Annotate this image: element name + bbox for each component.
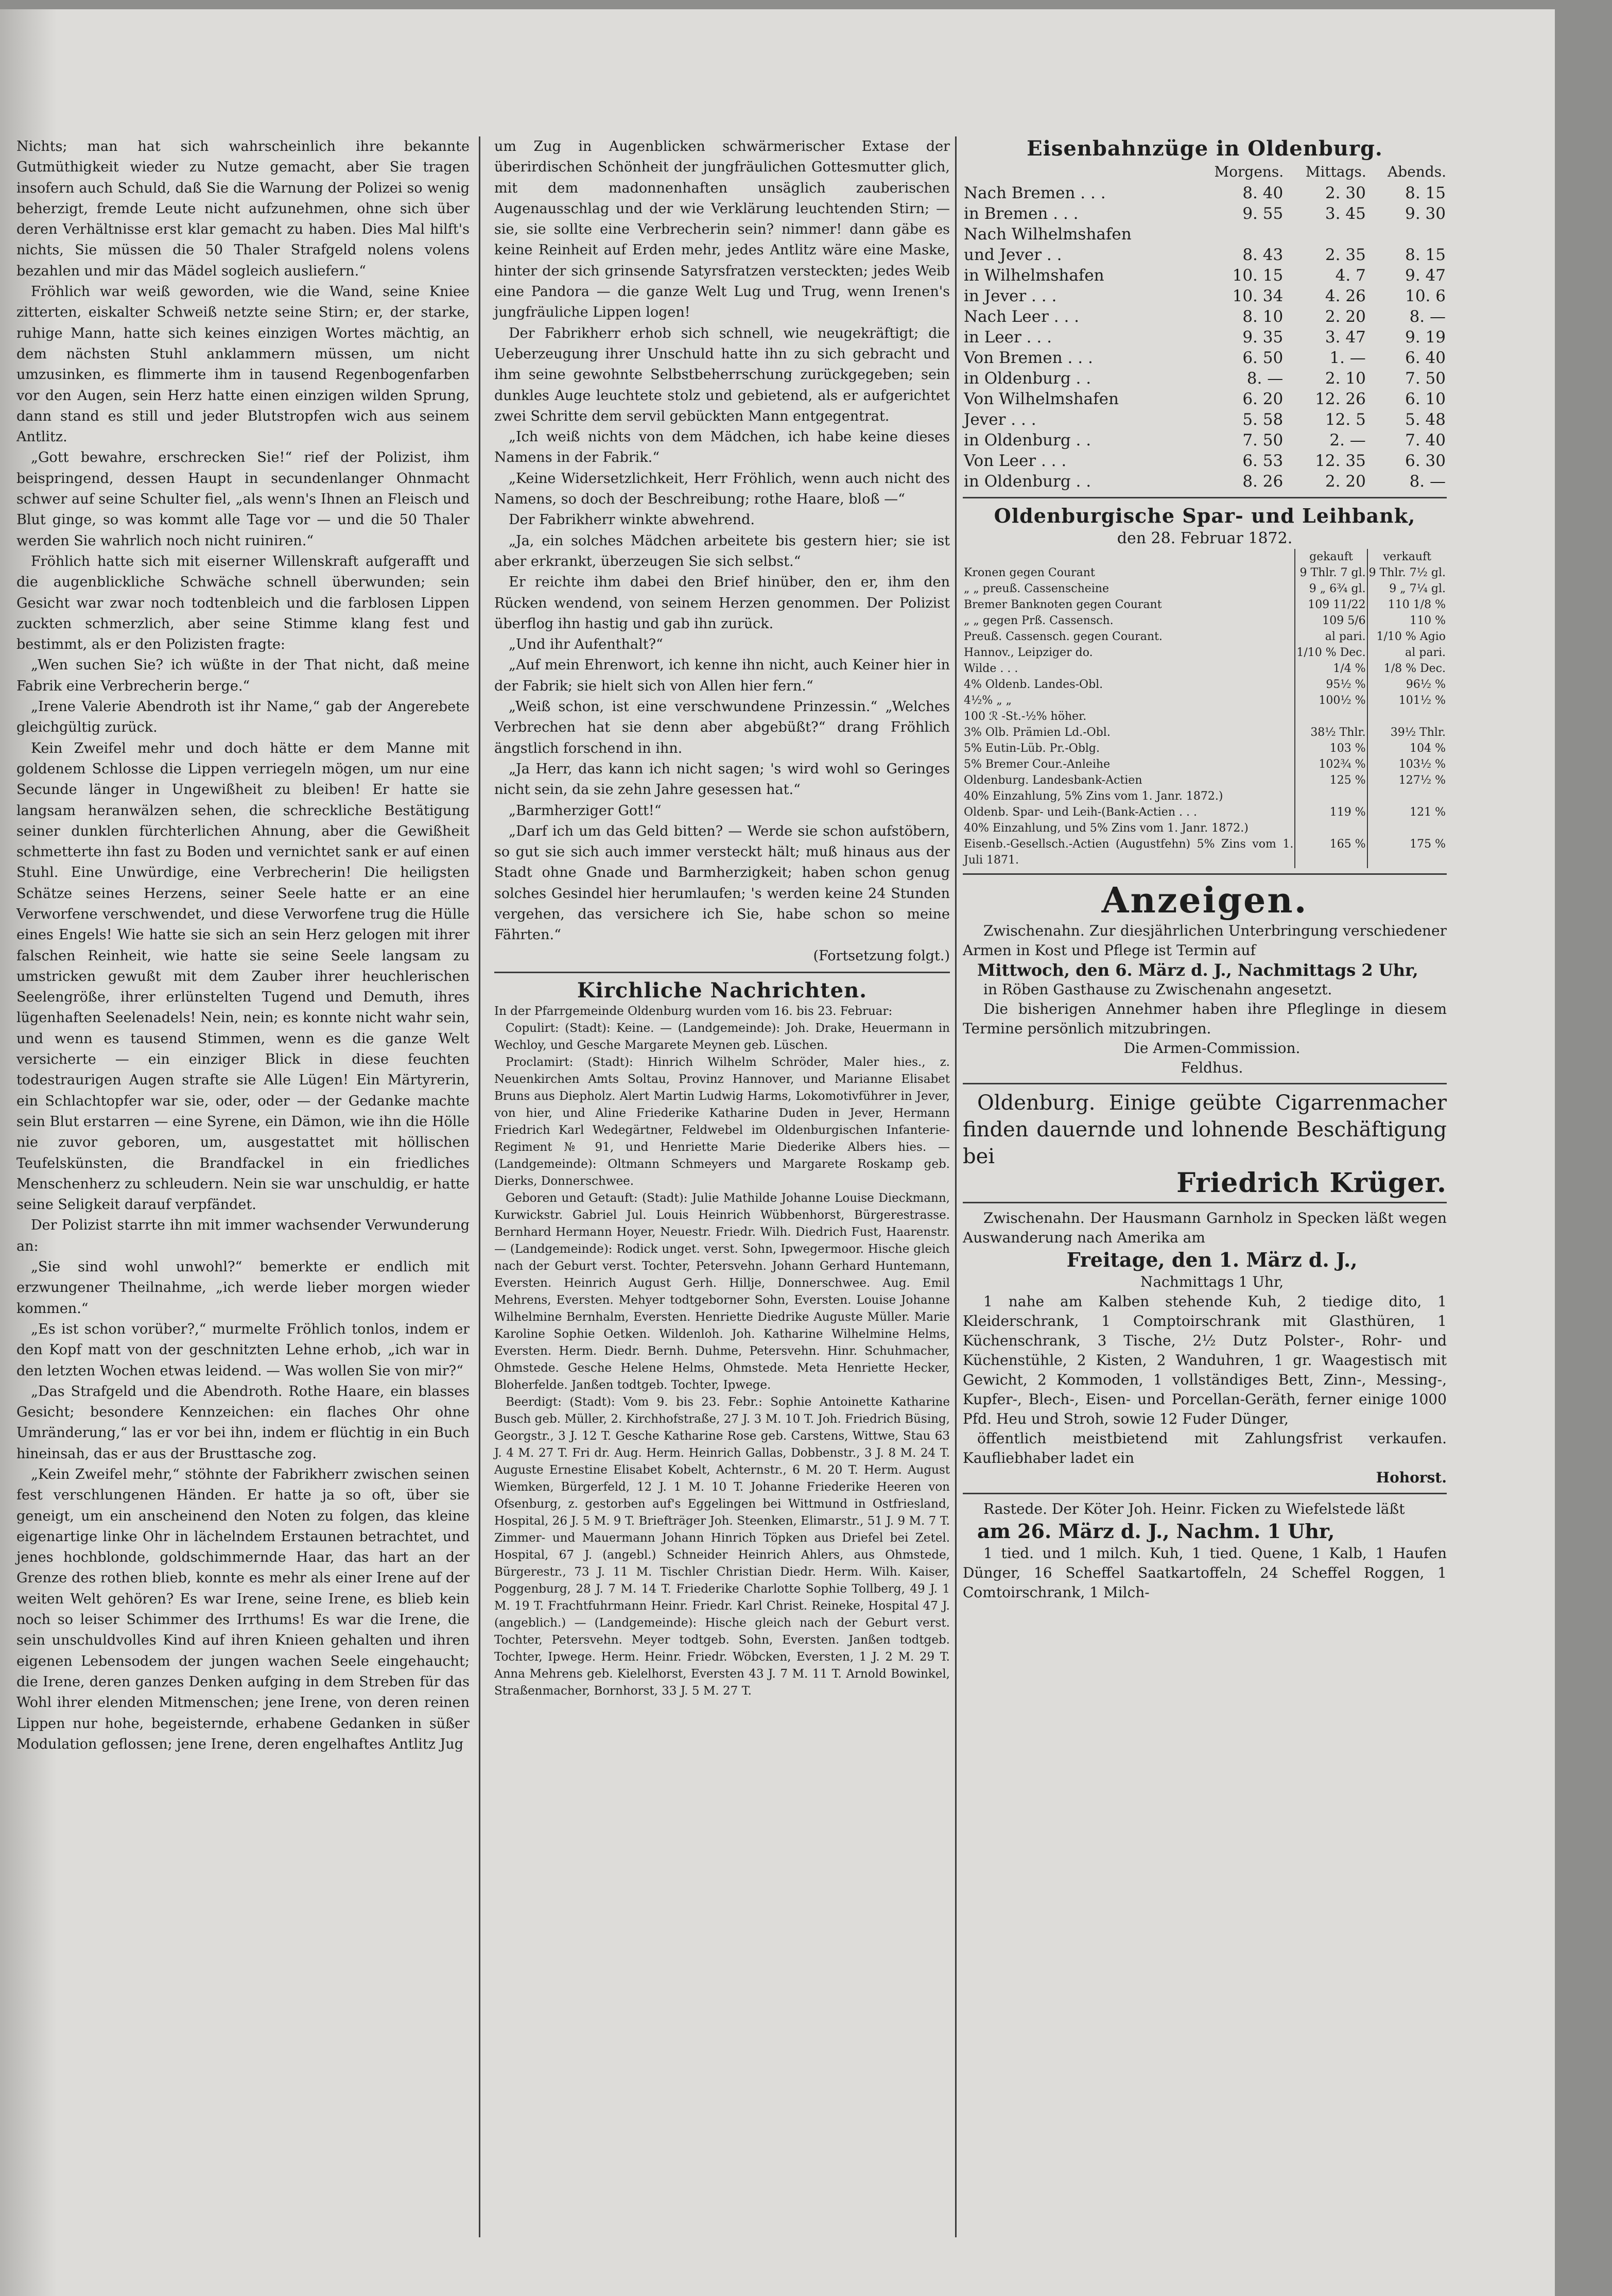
ad-text: Oldenburg. Einige geübte Cigarrenmacher finden dauernde und lohnende Beschäftigung bei bbox=[963, 1091, 1447, 1169]
morning-time: 8. 26 bbox=[1242, 472, 1284, 491]
section-rule bbox=[963, 1493, 1447, 1494]
paragraph: Der Polizist starrte ihn mit immer wachsender Verwunderung an: bbox=[16, 1217, 470, 1254]
evening-time: 6. 40 bbox=[1405, 349, 1446, 367]
bank-rates-table bbox=[963, 549, 1447, 868]
morning-time: 6. 20 bbox=[1242, 390, 1284, 408]
midday-time: 2. 20 bbox=[1325, 307, 1366, 326]
security-label: 4½% „ „ bbox=[964, 694, 1012, 707]
ad-signature: Hohorst. bbox=[1376, 1469, 1447, 1487]
paragraph: „Auf mein Ehrenwort, ich kenne ihn nicht, auch Keiner hier in der Fabrik; sie hielt sich von Allen hier fern.“ bbox=[494, 657, 950, 694]
security-label: 3% Olb. Prämien Ld.-Obl. bbox=[964, 726, 1111, 739]
morning-time: 9. 35 bbox=[1242, 328, 1284, 347]
bank-rate-row bbox=[963, 677, 1447, 693]
sell-rate: 127½ % bbox=[1367, 772, 1447, 788]
station-label: Jever . . . bbox=[964, 410, 1036, 429]
station-label: Nach Bremen . . . bbox=[964, 184, 1106, 202]
ad-text: in Röben Gasthause zu Zwischenahn angesetzt. bbox=[983, 981, 1332, 998]
buy-rate: 125 % bbox=[1295, 772, 1367, 788]
section-rule bbox=[963, 497, 1447, 498]
bank-rate-row bbox=[963, 597, 1447, 613]
ad-zwischenahn-poor bbox=[963, 921, 1447, 1078]
bank-rate-row bbox=[963, 645, 1447, 661]
station-label: in Oldenburg . . bbox=[964, 431, 1091, 450]
sell-rate: 121 % bbox=[1367, 804, 1447, 820]
buy-rate: al pari. bbox=[1295, 629, 1367, 645]
ad-text: Zwischenahn. Der Hausmann Garnholz in Specken läßt wegen Auswanderung nach Amerika am bbox=[963, 1210, 1447, 1247]
station-label: Von Bremen . . . bbox=[964, 349, 1093, 367]
sell-rate: 104 % bbox=[1367, 740, 1447, 756]
ads-heading: Anzeigen. bbox=[1101, 880, 1308, 922]
buy-rate: 119 % bbox=[1295, 804, 1367, 820]
sell-rate bbox=[1367, 820, 1447, 836]
bank-rate-row bbox=[963, 661, 1447, 677]
column-divider bbox=[479, 136, 480, 2237]
paragraph: „Kein Zweifel mehr,“ stöhnte der Fabrikherr zwischen seinen fest verschlungenen Händen. Er hatte ja so oft, über sie geneigt, um ein anscheinend den Noten zu folgen, das kleine eigenartige linke Ohr in lächelndem Erstaunen betrachtet, und jenes hochblonde, goldschimmernde Haar, das hart an der Grenze des rothen blieb, konnte es mehr als einer Irene auf der weiten Welt gehören? Es war Irene, seine Irene, es blieb kein noch so leiser Schimmer des Irrthums! Es war die Irene, die sein unschuldvolles Kind auf ihren Knieen gehalten und ihren eigenen Lebensodem der jungen wachen Seele eingehaucht; die Irene, deren ganzes Denken aufging in dem Streben für das Wohl ihrer elenden Mitmenschen; jene Irene, von deren reinen Lippen nur hohe, begeisternde, erhabene Gedanken in süßer Modulation geflossen; jene Irene, deren engelhaftes Antlitz Jug bbox=[16, 1466, 470, 1752]
security-label: Oldenb. Spar- und Leih-(Bank-Actien . . . bbox=[964, 806, 1197, 819]
timetable-row bbox=[963, 327, 1447, 348]
sell-rate: 1/10 % Agio bbox=[1367, 629, 1447, 645]
paragraph: „Irene Valerie Abendroth ist ihr Name,“ gab der Angerebete gleichgültig zurück. bbox=[16, 699, 470, 736]
paragraph: „Und ihr Aufenthalt?“ bbox=[509, 636, 663, 653]
evening-time: 9. 47 bbox=[1405, 266, 1446, 285]
buy-rate: 109 5/6 bbox=[1295, 613, 1367, 629]
station-label: in Leer . . . bbox=[964, 328, 1052, 347]
security-label: „ „ gegen Prß. Cassensch. bbox=[964, 614, 1114, 628]
sell-rate: 9 Thlr. 7½ gl. bbox=[1367, 565, 1447, 581]
security-label: Hannov., Leipziger do. bbox=[964, 646, 1093, 660]
paragraph: Fröhlich hatte sich mit eiserner Willenskraft aufgerafft und die augenblickliche Schwäche schnell überwunden; sein Gesicht war zwar noch todtenbleich und die farblosen Lippen zuckten schmerzlich, aber seine Stimme klang fest und bestimmt, als er den Polizisten fragte: bbox=[16, 553, 470, 653]
bank-rate-row bbox=[963, 756, 1447, 772]
morning-time: 8. 40 bbox=[1242, 184, 1284, 202]
bank-rate-row bbox=[963, 836, 1447, 868]
bank-rate-row bbox=[963, 565, 1447, 581]
paragraph: „Ja, ein solches Mädchen arbeitete bis gestern hier; sie ist aber erkrankt, überzeugen Sie sich selbst.“ bbox=[494, 532, 950, 569]
station-label: in Oldenburg . . bbox=[964, 472, 1091, 491]
paragraph: „Barmherziger Gott!“ bbox=[509, 802, 662, 819]
paragraph: um Zug in Augenblicken schwärmerischer Extase der überirdischen Schönheit der jungfräulichen Gottesmutter glich, mit dem madonnenhaften unsäglich zauberischen Augenausschlag und der wie Verklärung leuchtenden Stirn; — sie, sie sollte eine Verbrecherin sein? nimmer! dann gäbe es keine Reinheit auf Erden mehr, jedes Antlitz wäre eine Maske, hinter der sich grinsende Satyrsfratzen versteckten; jedes Weib eine Pandora — die ganze Welt Lug und Trug, wenn Irenen's jungfräuliche Lippen logen! bbox=[494, 139, 950, 321]
church-news-title: Kirchliche Nachrichten. bbox=[577, 978, 868, 1003]
midday-time: 2. 20 bbox=[1325, 472, 1366, 491]
buy-rate: 38½ Thlr. bbox=[1295, 724, 1367, 740]
ad-signature: Die Armen-Commission. bbox=[1123, 1040, 1301, 1057]
buy-rate: 103 % bbox=[1295, 740, 1367, 756]
midday-time: 3. 47 bbox=[1325, 328, 1366, 347]
morning-time: 7. 50 bbox=[1242, 431, 1284, 450]
paragraph: Der Fabrikherr erhob sich schnell, wie neugekräftigt; die Ueberzeugung ihrer Unschuld hatte ihn zu sich gebracht und ihm seine gewohnte Selbstbeherrschung zurückgegeben; sein dunkles Auge leuchtete stolz und gebietend, als er aufgerichtet zwei Schritte dem servil gebückten Mann entgegentrat. bbox=[494, 325, 950, 424]
security-label: Wilde . . . bbox=[964, 662, 1018, 676]
station-label: Von Wilhelmshafen bbox=[964, 390, 1119, 408]
paragraph: Fröhlich war weiß geworden, wie die Wand, seine Kniee zitterten, eiskalter Schweiß netzte seine Stirn; er, der starke, ruhige Mann, hatte sich keines einzigen Wortes mächtig, an dem nächsten Stuhl anklammern müssen, um nicht umzusinken, es flimmerte ihm in tausend Regenbogenfarben vor den Augen, sein Herz hatte einen einzigen wilden Sprung, dann stand es still und jeder Blutstropfen wich aus seinem Antlitz. bbox=[16, 284, 470, 445]
paragraph: „Ich weiß nichts von dem Mädchen, ich habe keine dieses Namens in der Fabrik.“ bbox=[494, 429, 950, 466]
evening-time: 6. 10 bbox=[1405, 390, 1446, 408]
paragraph: „Wen suchen Sie? ich wüßte in der That nicht, daß meine Fabrik eine Verbrecherin berge.“ bbox=[16, 657, 470, 694]
ad-time: Nachmittags 1 Uhr, bbox=[1140, 1273, 1284, 1291]
bank-rate-row bbox=[963, 581, 1447, 597]
station-label: in Bremen . . . bbox=[964, 204, 1079, 223]
midday-time: 12. 35 bbox=[1315, 452, 1366, 470]
header-midday: Mittags. bbox=[1305, 163, 1366, 180]
security-label: „ „ preuß. Cassenscheine bbox=[964, 582, 1109, 596]
bank-rate-row bbox=[963, 709, 1447, 724]
paragraph: „Gott bewahre, erschrecken Sie!“ rief der Polizist, ihm beispringend, dessen Haupt in secundenlanger Ohnmacht schwer auf seine Schulter fiel, „als wenn's Ihnen an Fleisch und Blut ginge, so was kommt alle Tage vor — und die 50 Thaler werden Sie wahrlich noch nicht ruiniren.“ bbox=[16, 450, 470, 549]
paragraph: Nichts; man hat sich wahrscheinlich ihre bekannte Gutmüthigkeit wieder zu Nutze gemacht, aber Sie tragen insofern auch Schuld, daß Sie die Warnung der Polizei so wenig beherzigt, fremde Leute nicht aufzunehmen, ohne sich über deren Verhältnisse erst klar gemacht zu haben. Dies Mal hilft's nichts, Sie müssen die 50 Thaler Strafgeld nolens volens bezahlen und mir das Mädel sogleich ausliefern.“ bbox=[16, 139, 470, 279]
evening-time: 5. 48 bbox=[1405, 410, 1446, 429]
security-label: Bremer Banknoten gegen Courant bbox=[964, 598, 1162, 612]
paragraph: „Das Strafgeld und die Abendroth. Rothe Haare, ein blasses Gesicht; besondere Kennzeichen: ein flaches Ohr ohne Umränderung,“ las er vor bei ihn, indem er flüchtig in ein Buch hineinsah, das er aus der Brusttasche zog. bbox=[16, 1383, 470, 1462]
church-entry-married: Copulirt: (Stadt): Keine. — (Landgemeinde): Joh. Drake, Heuermann in Wechloy, und Gesche Margarete Meynen geb. Lüschen. bbox=[494, 1021, 950, 1052]
bank-rate-row bbox=[963, 724, 1447, 740]
sell-rate: 1/8 % Dec. bbox=[1367, 661, 1447, 677]
timetable-row bbox=[963, 430, 1447, 451]
security-label: Kronen gegen Courant bbox=[964, 566, 1095, 580]
paragraph: Kein Zweifel mehr und doch hätte er dem Manne mit goldenem Schlosse die Lippen verriegeln mögen, um nur eine Secunde länger in Ungewißheit zu bleiben! Er hatte sie langsam heranwälzen sehen, die schreckliche Bestätigung seiner dunklen fürchterlichen Ahnung, aber die Gewißheit schmetterte ihn fast zu Boden und vernichtet sank er auf einen Stuhl. Eine Unwürdige, eine Verbrecherin! Die heiligsten Schätze seines Herzens, seiner Seele hatte er an eine Verworfene verschwendet, und diese Verworfene trug die Hülle eines Engels! Wie hatte sie sich an sein Herz gelogen mit ihrer falschen Reinheit, wie hatte sie seine Seele langsam zu umstricken gewußt mit dem Zauber ihrer heuchlerischen Seelengröße, ihrer erlünstelten Tugend und Demuth, ihres lügenhaften Seelenadels! Nein, nein; es konnte nicht wahr sein, und wenn es tausend Stimmen, wenn es die ganze Welt versicherte — ein einziger Blick in diese feuchten todestraurigen Augen strafte sie Alle Lügen! Ein Märtyrerin, ein Schlachtopfer war sie, oder, oder — der Gedanke machte sein Blut erstarren — eine Syrene, ein Dämon, wie ihn die Hölle nie zuvor geboren, um, ausgestattet mit höllischen Teufelskünsten, die Brandfackel in ein friedliches Menschenherz zu schleudern. Nein sie war unschuldig, er hatte seine Seligkeit darauf verpfändet. bbox=[16, 740, 470, 1213]
evening-time bbox=[1367, 224, 1447, 245]
bank-rate-row bbox=[963, 820, 1447, 836]
security-label: 5% Eutin-Lüb. Pr.-Oblg. bbox=[964, 742, 1100, 755]
header-sold: verkauft bbox=[1367, 549, 1447, 565]
ad-text: öffentlich meistbietend mit Zahlungsfrist verkaufen. Kaufliebhaber ladet ein bbox=[963, 1430, 1447, 1467]
midday-time: 2. 35 bbox=[1325, 246, 1366, 264]
buy-rate: 95½ % bbox=[1295, 677, 1367, 693]
bank-rate-row bbox=[963, 613, 1447, 629]
security-label: Eisenb.-Gesellsch.-Actien (Augustfehn) 5% Zins vom 1. Juli 1871. bbox=[964, 838, 1294, 867]
security-label: 40% Einzahlung, und 5% Zins vom 1. Janr. 1872.) bbox=[964, 822, 1249, 835]
ad-name: Friedrich Krüger. bbox=[1176, 1167, 1447, 1199]
church-entry-proclaimed: Proclamirt: (Stadt): Hinrich Wilhelm Schröder, Maler hies., z. Neuenkirchen Amts Soltau, Provinz Hannover, und Marianne Elisabet Bruns aus Diepholz. Alert Martin Ludwig Harms, Lokomotivführer in Jever, von hier, und Aline Friederike Katharine Duden in Jever, Hermann Friedrich Karl Wedegärtner, Feldwebel im Oldenburgischen Infanterie-Regiment № 91, und Henriette Marie Diederike Albers hies. — (Landgemeinde): Oltmann Schmeyers und Margarete Roskamp geb. Dierks, Donnerschwee. bbox=[494, 1055, 950, 1188]
midday-time: 12. 26 bbox=[1315, 390, 1366, 408]
timetable-row bbox=[963, 265, 1447, 286]
sell-rate: 175 % bbox=[1367, 836, 1447, 868]
ad-date: am 26. März d. J., Nachm. 1 Uhr, bbox=[977, 1520, 1335, 1543]
ad-date: Mittwoch, den 6. März d. J., Nachmittags 2 Uhr, bbox=[977, 960, 1418, 980]
security-label: Preuß. Cassensch. gegen Courant. bbox=[964, 630, 1163, 644]
midday-time: 2. 10 bbox=[1325, 369, 1366, 388]
evening-time: 8. — bbox=[1409, 472, 1446, 491]
ad-text: Zwischenahn. Zur diesjährlichen Unterbringung verschiedener Armen in Kost und Pflege ist Termin auf bbox=[963, 922, 1447, 959]
paragraph: Der Fabrikherr winkte abwehrend. bbox=[509, 512, 755, 528]
timetable-row bbox=[963, 306, 1447, 327]
timetable-row bbox=[963, 183, 1447, 203]
sell-rate: 110 % bbox=[1367, 613, 1447, 629]
midday-time: 2. 30 bbox=[1325, 184, 1366, 202]
ad-date: Freitage, den 1. März d. J., bbox=[1066, 1248, 1358, 1272]
church-entry-buried: Beerdigt: (Stadt): Vom 9. bis 23. Febr.: Sophie Antoinette Katharine Busch geb. Müller, 2. Kirchhofstraße, 27 J. 3 M. 10 T. Joh. Friedrich Büsing, Georgstr., 3 J. 12 T. Gesche Katharine Rose geb. Carstens, Wittwe, Stau 63 J. 4 M. 27 T. Fri dr. Aug. Herm. Heinrich Gallas, Dobbenstr., 3 J. 8 M. 24 T. Auguste Ernestine Elisabet Kobelt, Achternstr., 6 M. 20 T. Herm. August Wiemken, Bürgerfeld, 12 J. 1 M. 10 T. Johanne Friederike Heeren von Ofsenburg, z. gestorben auf's Eggelingen bei Wittmund in Ostfriesland, Hospital, 26 J. 5 M. 9 T. Briefträger Joh. Steenken, Elimarstr., 51 J. 9 M. 7 T. Zimmer- und Mauermann Johann Hinrich Töpken aus Driefel bei Zetel. Hospital, 67 J. (angebl.) Schneider Heinrich Ahlers, aus Ohmstede, Bürgerestr., 73 J. 11 M. Tischler Christian Diedr. Herm. Wilh. Kaiser, Poggenburg, 28 J. 7 M. 14 T. Friederike Charlotte Sophie Tollberg, 49 J. 1 M. 19 T. Frachtfuhrmann Heinr. Friedr. Karl Christ. Reineke, Hospital 47 J. (angeblich.) — (Landgemeinde): Hische gleich nach der Geburt verst. Tochter, Petersvehn. Meyer todtgeb. Sohn, Eversten. Janßen todtgeb. Tochter, Ipwege. Herm. Heinr. Friedr. Wöbcken, Eversten, 1 J. 2 M. 29 T. Anna Mehrens geb. Kielelhorst, Eversten 43 J. 7 M. 11 T. Arnold Bowinkel, Straßenmacher, Bornhorst, 33 J. 5 M. 27 T. bbox=[494, 1395, 950, 1698]
buy-rate: 102¾ % bbox=[1295, 756, 1367, 772]
bank-rate-row bbox=[963, 629, 1447, 645]
timetable-row bbox=[963, 286, 1447, 306]
section-rule bbox=[963, 873, 1447, 875]
security-label: Oldenburg. Landesbank-Actien bbox=[964, 774, 1142, 787]
church-entry-born: Geboren und Getauft: (Stadt): Julie Mathilde Johanne Louise Dieckmann, Kurwickstr. Gabriel Jul. Louis Heinrich Wübbenhorst, Bürgerestrasse. Bernhard Hermann Hoyer, Neuestr. Friedr. Wilh. Diedrich Fust, Haarenstr. — (Landgemeinde): Rodick unget. verst. Sohn, Ipwegermoor. Hische gleich nach der Geburt verst. Tochter, Petersvehn. Johann Gerhard Huntemann, Eversten. Heinrich August Gerh. Hillje, Donnerschwee. Aug. Emil Mehrens, Eversten. Mehyer todtgeborner Sohn, Eversten. Louise Johanne Wilhelmine Bernhalm, Eversten. Henriette Diedrike Auguste Müller. Marie Karoline Sophie Oetken. Wildenloh. Joh. Katharine Wilhelmine Helms, Eversten. Herm. Diedr. Bernh. Duhme, Petersvehn. Hinr. Schuhmacher, Ohmstede. Gesche Helene Helms, Ohmstede. Meta Henriette Hecker, Bloherfelde. Janßen todtgeb. Tochter, Ipwege. bbox=[494, 1191, 950, 1392]
morning-time: 6. 53 bbox=[1242, 452, 1284, 470]
sell-rate: 9 „ 7¼ gl. bbox=[1367, 581, 1447, 597]
sell-rate: 96½ % bbox=[1367, 677, 1447, 693]
timetable-row bbox=[963, 203, 1447, 224]
buy-rate: 100½ % bbox=[1295, 693, 1367, 709]
ad-auction-garnholz bbox=[963, 1209, 1447, 1488]
buy-rate: 109 11/22 bbox=[1295, 597, 1367, 613]
buy-rate: 9 „ 6¾ gl. bbox=[1295, 581, 1367, 597]
midday-time: 4. 7 bbox=[1335, 266, 1366, 285]
sell-rate: 110 1/8 % bbox=[1367, 597, 1447, 613]
sell-rate bbox=[1367, 709, 1447, 724]
morning-time bbox=[1190, 224, 1284, 245]
section-rule bbox=[963, 1202, 1447, 1203]
sell-rate: 101½ % bbox=[1367, 693, 1447, 709]
station-label: und Jever . . bbox=[964, 246, 1062, 264]
timetable-row bbox=[963, 451, 1447, 471]
bank-rate-row bbox=[963, 772, 1447, 788]
bank-rate-row bbox=[963, 693, 1447, 709]
buy-rate: 165 % bbox=[1295, 836, 1367, 868]
evening-time: 8. 15 bbox=[1405, 184, 1446, 202]
buy-rate bbox=[1295, 709, 1367, 724]
bank-rate-row bbox=[963, 804, 1447, 820]
timetable-row bbox=[963, 409, 1447, 430]
continued-note: (Fortsetzung folgt.) bbox=[813, 947, 950, 964]
ad-items: 1 tied. und 1 milch. Kuh, 1 tied. Quene, 1 Kalb, 1 Haufen Dünger, 16 Scheffel Saatkartoffeln, 24 Scheffel Roggen, 1 Comtoirschrank, 1 Milch- bbox=[963, 1545, 1447, 1601]
morning-time: 8. 10 bbox=[1242, 307, 1284, 326]
ad-text: Die bisherigen Annehmer haben ihre Pfleglinge in diesem Termine persönlich mitzubringen. bbox=[963, 1000, 1447, 1038]
buy-rate: 1/4 % bbox=[1295, 661, 1367, 677]
railway-timetable bbox=[963, 161, 1447, 492]
station-label: Nach Leer . . . bbox=[964, 307, 1080, 326]
timetable-row bbox=[963, 348, 1447, 368]
church-news-intro: In der Pfarrgemeinde Oldenburg wurden vom 16. bis 23. Februar: bbox=[494, 1004, 893, 1018]
evening-time: 9. 19 bbox=[1405, 328, 1446, 347]
timetable-header bbox=[963, 161, 1447, 183]
header-bought: gekauft bbox=[1295, 549, 1367, 565]
midday-time: 1. — bbox=[1329, 349, 1366, 367]
midday-time: 12. 5 bbox=[1325, 410, 1366, 429]
section-rule bbox=[963, 1083, 1447, 1084]
ad-signature: Feldhus. bbox=[1181, 1059, 1243, 1077]
buy-rate: 1/10 % Dec. bbox=[1295, 645, 1367, 661]
column-divider bbox=[955, 136, 957, 2237]
evening-time: 7. 50 bbox=[1405, 369, 1446, 388]
evening-time: 6. 30 bbox=[1405, 452, 1446, 470]
paragraph: „Ja Herr, das kann ich nicht sagen; 's wird wohl so Geringes nicht sein, da sie zehn Jahre gesessen hat.“ bbox=[494, 761, 950, 798]
evening-time: 8. 15 bbox=[1405, 246, 1446, 264]
sell-rate: 103½ % bbox=[1367, 756, 1447, 772]
railway-title: Eisenbahnzüge in Oldenburg. bbox=[1027, 136, 1383, 161]
timetable-row bbox=[963, 389, 1447, 409]
ad-text: Rastede. Der Köter Joh. Heinr. Ficken zu Wiefelstede läßt bbox=[983, 1500, 1405, 1518]
station-label: in Jever . . . bbox=[964, 287, 1057, 305]
header-morning: Morgens. bbox=[1214, 163, 1284, 180]
security-label: 100 ℛ -St.-½% höher. bbox=[964, 710, 1087, 723]
paragraph: „Weiß schon, ist eine verschwundene Prinzessin.“ „Welches Verbrechen hat sie denn aber abgebüßt?“ drang Fröhlich ängstlich forschend in ihn. bbox=[494, 699, 950, 756]
midday-time bbox=[1284, 224, 1367, 245]
section-rule bbox=[494, 972, 950, 973]
station-label: in Oldenburg . . bbox=[964, 369, 1091, 388]
bank-title: Oldenburgische Spar- und Leihbank, bbox=[994, 504, 1416, 527]
timetable-row bbox=[963, 245, 1447, 265]
morning-time: 10. 34 bbox=[1232, 287, 1284, 305]
midday-time: 4. 26 bbox=[1325, 287, 1366, 305]
timetable-row bbox=[963, 224, 1447, 245]
station-label: Nach Wilhelmshafen bbox=[964, 225, 1132, 244]
timetable-row bbox=[963, 368, 1447, 389]
ad-cigar-makers bbox=[963, 1090, 1447, 1197]
paragraph: „Keine Widersetzlichkeit, Herr Fröhlich, wenn auch nicht des Namens, so doch der Beschreibung; rothe Haare, bloß —“ bbox=[494, 470, 950, 508]
station-label: Von Leer . . . bbox=[964, 452, 1067, 470]
morning-time: 8. 43 bbox=[1242, 246, 1284, 264]
paragraph: „Es ist schon vorüber?,“ murmelte Fröhlich tonlos, indem er den Kopf matt von der geschnitzten Lehne erhob, „ich war in den letzten Wochen etwas leidend. — Was wollen Sie von mir?“ bbox=[16, 1321, 470, 1379]
notices-column bbox=[963, 136, 1447, 1602]
security-label: 5% Bremer Cour.-Anleihe bbox=[964, 758, 1111, 771]
morning-time: 9. 55 bbox=[1242, 204, 1284, 223]
buy-rate bbox=[1295, 820, 1367, 836]
midday-time: 3. 45 bbox=[1325, 204, 1366, 223]
security-label: 40% Einzahlung, 5% Zins vom 1. Janr. 1872.) bbox=[964, 790, 1223, 803]
bank-date: den 28. Februar 1872. bbox=[1117, 529, 1293, 547]
station-label: in Wilhelmshafen bbox=[964, 266, 1104, 285]
midday-time: 2. — bbox=[1329, 431, 1366, 450]
morning-time: 6. 50 bbox=[1242, 349, 1284, 367]
timetable-row bbox=[963, 471, 1447, 492]
morning-time: 10. 15 bbox=[1232, 266, 1284, 285]
evening-time: 8. — bbox=[1409, 307, 1446, 326]
buy-rate bbox=[1295, 788, 1367, 804]
evening-time: 9. 30 bbox=[1405, 204, 1446, 223]
evening-time: 7. 40 bbox=[1405, 431, 1446, 450]
header-evening: Abends. bbox=[1388, 163, 1446, 180]
paragraph: „Sie sind wohl unwohl?“ bemerkte er endlich mit erzwungener Theilnahme, „ich werde lieber morgen wieder kommen.“ bbox=[16, 1259, 470, 1317]
sell-rate bbox=[1367, 788, 1447, 804]
paragraph: „Darf ich um das Geld bitten? — Werde sie schon aufstöbern, so gut sie sich auch immer versteckt hält; muß hinaus aus der Stadt ohne Gnade und Barmherzigkeit; haben schon genug solches Gesindel hier herumlaufen; 's werden keine 24 Stunden vergehen, das versichere ich Sie, habe schon so meine Fährten.“ bbox=[494, 823, 950, 943]
ad-auction-ficken bbox=[963, 1499, 1447, 1602]
sell-rate: 39½ Thlr. bbox=[1367, 724, 1447, 740]
sell-rate: al pari. bbox=[1367, 645, 1447, 661]
bank-rate-row bbox=[963, 740, 1447, 756]
morning-time: 8. — bbox=[1246, 369, 1284, 388]
evening-time: 10. 6 bbox=[1405, 287, 1446, 305]
article-column-1 bbox=[16, 136, 470, 1755]
security-label: 4% Oldenb. Landes-Obl. bbox=[964, 678, 1103, 692]
paragraph: Er reichte ihm dabei den Brief hinüber, den er, ihm den Rücken wendend, von seinem Herzen genommen. Der Polizist überflog ihn hastig und gab ihn zurück. bbox=[494, 574, 950, 632]
article-column-2 bbox=[494, 136, 950, 1700]
morning-time: 5. 58 bbox=[1242, 410, 1284, 429]
ad-items: 1 nahe am Kalben stehende Kuh, 2 tiedige dito, 1 Kleiderschrank, 1 Comptoirschrank mit Glasthüren, 1 Küchenschrank, 3 Tische, 2½ Dutz Polster-, Rohr- und Küchenstühle, 2 Kisten, 2 Wanduhren, 1 gr. Waagestisch mit Gewicht, 2 Kommoden, 1 vollständiges Bett, Zinn-, Messing-, Kupfer-, Blech-, Eisen- und Porcellan-Geräth, ferner einige 1000 Pfd. Heu und Stroh, sowie 12 Fuder Dünger, bbox=[963, 1293, 1447, 1428]
buy-rate: 9 Thlr. 7 gl. bbox=[1295, 565, 1367, 581]
bank-rate-row bbox=[963, 788, 1447, 804]
